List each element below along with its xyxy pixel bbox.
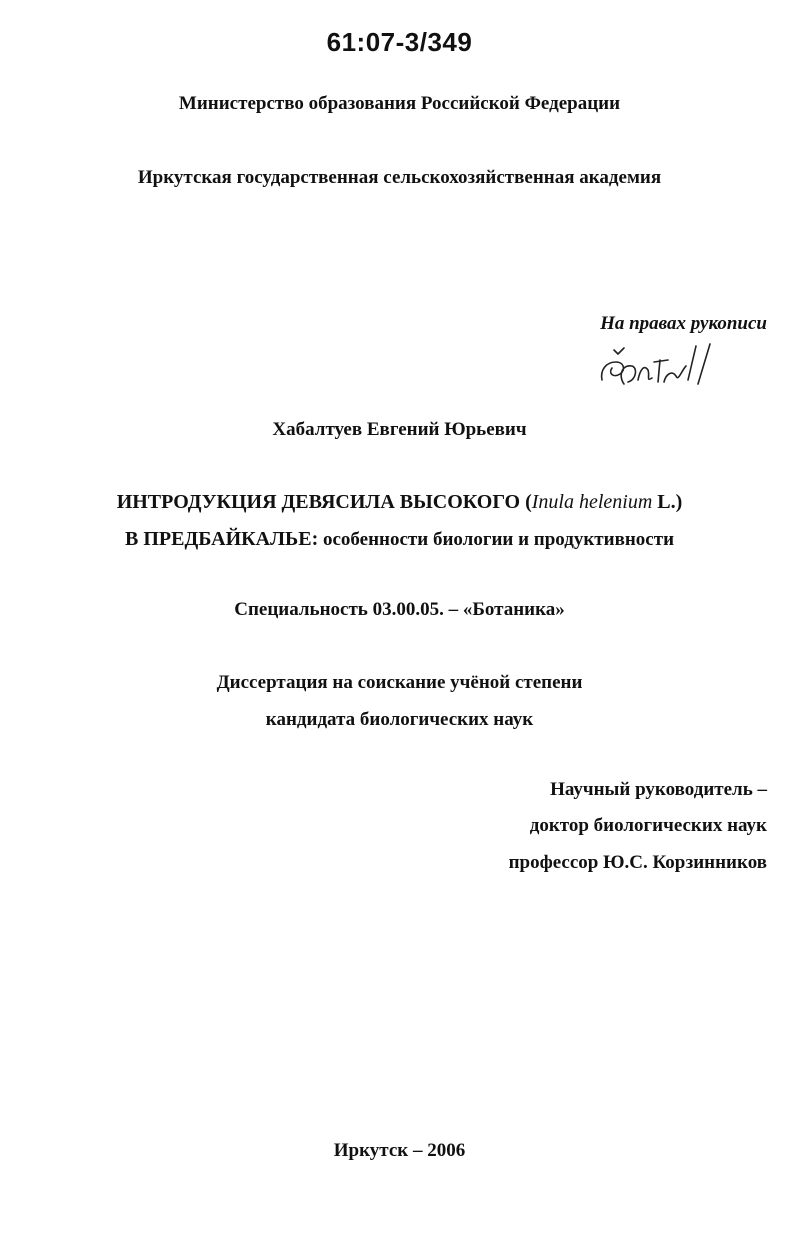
title-caps-2: В ПРЕДБАЙКАЛЬЕ: [124, 528, 319, 550]
archive-code: 61:07-3/349 [326, 27, 473, 57]
academy-heading: Иркутская государственная сельскохозяйственная академия [137, 167, 662, 188]
supervisor-line-3: профессор Ю.С. Корзинников [508, 852, 767, 873]
latin-name: Inula helenium [531, 491, 653, 513]
supervisor-line-2: доктор биологических наук [529, 815, 767, 836]
title-author-abbr: L.) [652, 491, 683, 513]
manuscript-note: На правах рукописи [600, 313, 767, 334]
title-caps-1: ИНТРОДУКЦИЯ ДЕВЯСИЛА ВЫСОКОГО ( [116, 491, 532, 513]
specialty-line: Специальность 03.00.05. – «Ботаника» [234, 599, 565, 620]
author-signature [598, 340, 716, 398]
title-line-1 [0, 490, 799, 514]
ministry-heading: Министерство образования Российской Федерации [178, 93, 621, 114]
author-name: Хабалтуев Евгений Юрьевич [272, 419, 527, 440]
dissertation-line-2: кандидата биологических наук [265, 709, 534, 730]
city-year: Иркутск – 2006 [333, 1140, 466, 1161]
dissertation-line-1: Диссертация на соискание учёной степени [216, 672, 583, 693]
title-line-2 [0, 527, 799, 552]
title-subtitle: особенности биологии и продуктивности [318, 529, 675, 550]
supervisor-line-1: Научный руководитель – [550, 779, 767, 800]
